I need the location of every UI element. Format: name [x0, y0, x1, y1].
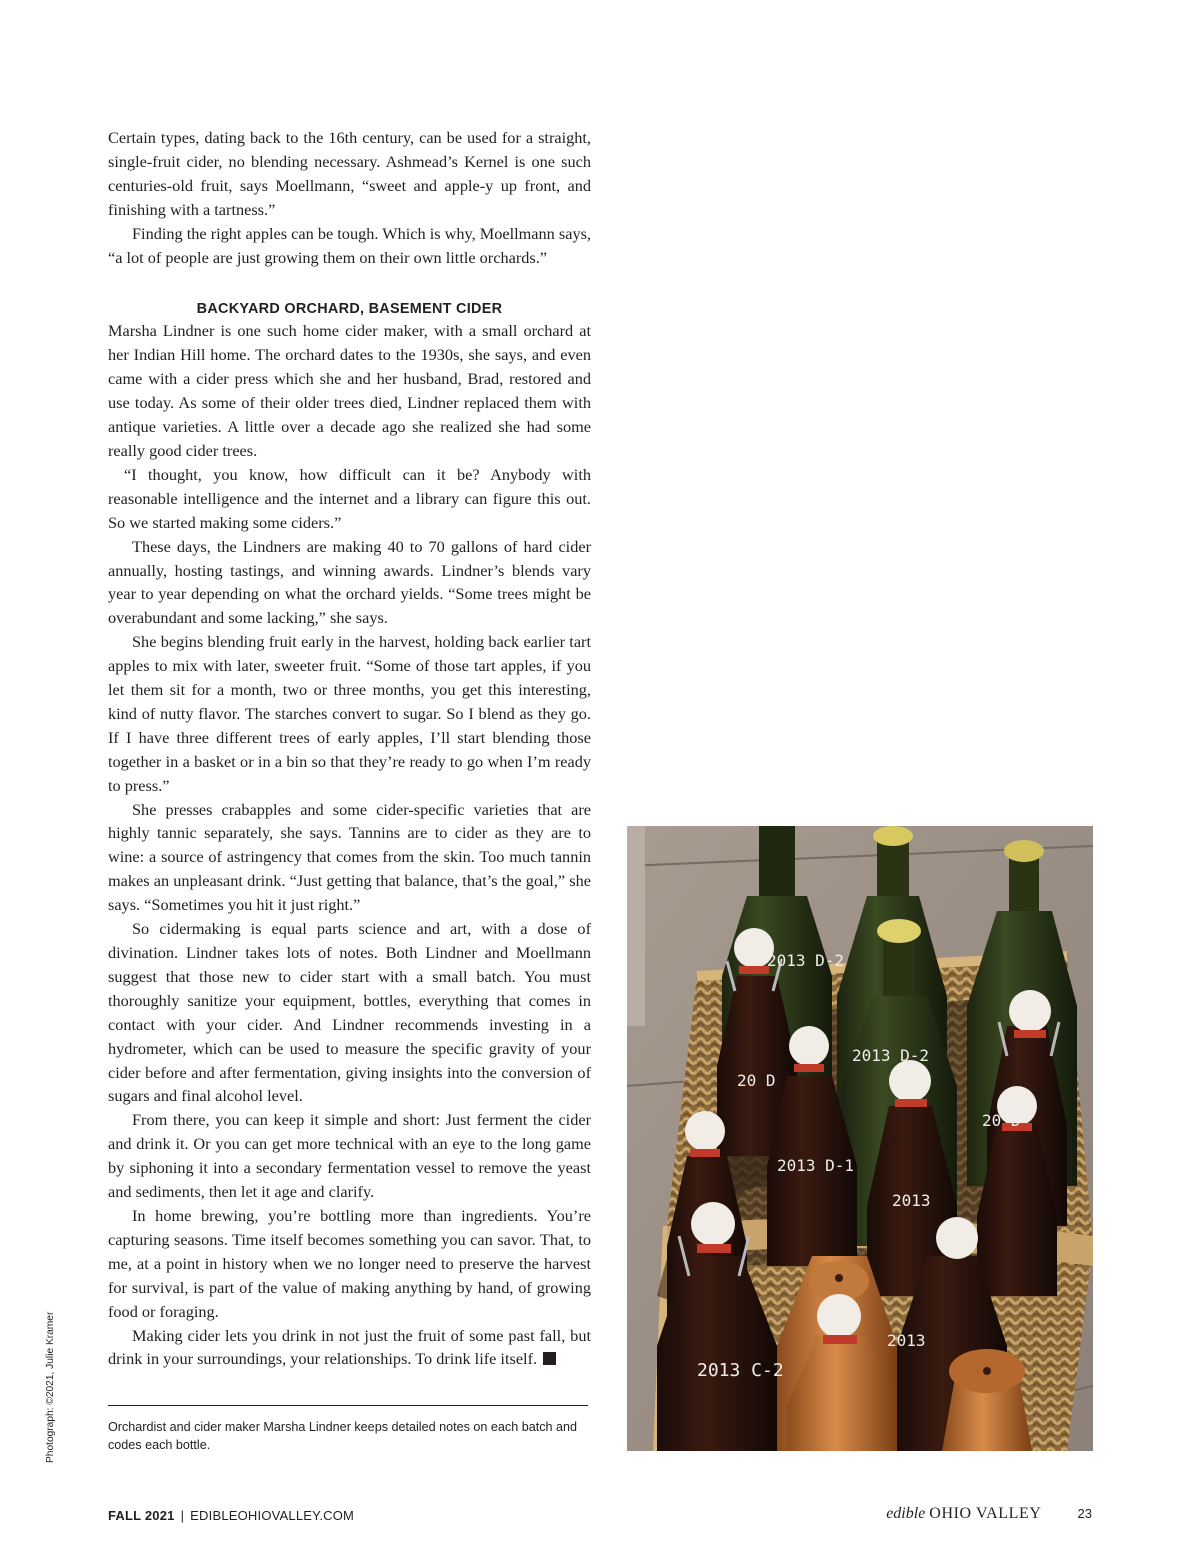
bottle-label: 2013 C-2: [697, 1360, 784, 1381]
paragraph: Finding the right apples can be tough. Which is why, Moellmann says, “a lot of people are just growing them on their own little orchards.”: [108, 223, 591, 267]
footer-website: EDIBLEOHIOVALLEY.COM: [190, 1508, 355, 1523]
closing-paragraph: [108, 1324, 591, 1372]
section-heading: BACKYARD ORCHARD, BASEMENT CIDER: [196, 301, 503, 318]
bottle-label: 2013: [887, 1331, 926, 1350]
cider-bottles-illustration: [627, 826, 1093, 1451]
paragraph: “I thought, you know, how difficult can it be? Anybody with reasonable intelligence and the internet and a library can figure this out. So we started making some ciders.”: [108, 464, 591, 532]
paragraph: She presses crabapples and some cider-specific varieties that are highly tannic separately, she says. Tannins are to cider as they are to wine: a source of astringency that comes from the skin. Too much tannin makes an unpleasant drink. “Just getting that balance, that’s the goal,” she says. “Sometimes you hit it just right.”: [108, 799, 591, 915]
paragraph: So cidermaking is equal parts science and art, with a dose of divination. Lindner takes lots of notes. Both Lindner and Moellmann suggest that those new to cider start with a small batch. You must thoroughly sanitize your equipment, bottles, everything that comes in contact with your cider. And Lindner recommends investing in a hydrometer, which can be used to measure the specific gravity of your cider before and after fermentation, giving insights into the conversion of sugars and final alcohol level.: [108, 919, 591, 1106]
paragraph: In home brewing, you’re bottling more than ingredients. You’re capturing seasons. Time itself becomes something you can savor. That, to me, at a point in history when we no longer need to preserve the harvest for survival, is part of the value of making anything by hand, of growing food or foraging.: [108, 1205, 591, 1321]
amber-bottle: [942, 1349, 1032, 1451]
bottle-label: 20 D: [737, 1071, 776, 1090]
bottle-label: 2013 D-1: [777, 1156, 855, 1175]
bottle-label: 2013 D-2: [767, 951, 845, 970]
closing-text: Making cider lets you drink in not just the fruit of some past fall, but drink in your surroundings, your relationships. To drink life itself.: [108, 1325, 591, 1369]
paragraph: From there, you can keep it simple and short: Just ferment the cider and drink it. Or you can get more technical with an eye to the long game by siphoning it into a secondary fermentation vessel to remove the yeast and sediments, then let it age and clarify.: [108, 1110, 591, 1202]
paragraph: She begins blending fruit early in the harvest, holding back earlier tart apples to mix with later, sweeter fruit. “Some of those tart apples, if you let them sit for a month, two or three months, you get this interesting, kind of nutty flavor. The starches convert to sugar. So I blend as they go. If I have three different trees of early apples, I’ll start blending those together in a basket or in a bin so that they’re ready to go when I’m ready to press.”: [108, 632, 591, 795]
end-mark-icon: [543, 1352, 556, 1365]
brand-name: OHIO VALLEY: [929, 1505, 1042, 1522]
article-column: [108, 126, 591, 1371]
caption-rule: [108, 1405, 588, 1406]
bottle-label: 2013 D-2: [852, 1046, 930, 1065]
page-number: 23: [1077, 1506, 1092, 1521]
brand-italic: edible: [886, 1505, 926, 1522]
paragraph: Certain types, dating back to the 16th century, can be used for a straight, single-fruit cider, no blending necessary. Ashmead’s Kernel is one such centuries-old fruit, says Moellmann, “sweet and apple-y up front, and finishing with a tartness.”: [108, 128, 591, 219]
footer-season: FALL 2021: [108, 1508, 175, 1523]
paragraph: These days, the Lindners are making 40 to 70 gallons of hard cider annually, hosting tastings, and winning awards. Lindner’s blends vary year to year depending on what the orchard yields. “Some trees might be overabundant and some lacking,” she says.: [108, 536, 591, 628]
cider-bottles-photo: [627, 826, 1093, 1451]
photo-credit: Photograph: ©2021, Julie Kramer: [45, 1311, 56, 1463]
bottle-label: 2013: [892, 1191, 931, 1210]
paragraph: Marsha Lindner is one such home cider maker, with a small orchard at her Indian Hill home. The orchard dates to the 1930s, she says, and even came with a cider press which she and her husband, Brad, restored and use today. As some of their older trees died, Lindner replaced them with antique varieties. A little over a decade ago she realized she had some really good cider trees.: [108, 321, 591, 460]
footer-publication: [886, 1505, 1092, 1523]
photo-caption: Orchardist and cider maker Marsha Lindner keeps detailed notes on each batch and codes each bottle.: [108, 1420, 578, 1452]
footer-separator: |: [180, 1508, 185, 1523]
footer-issue: [108, 1508, 354, 1523]
bottle-label: 20 D: [982, 1111, 1021, 1130]
